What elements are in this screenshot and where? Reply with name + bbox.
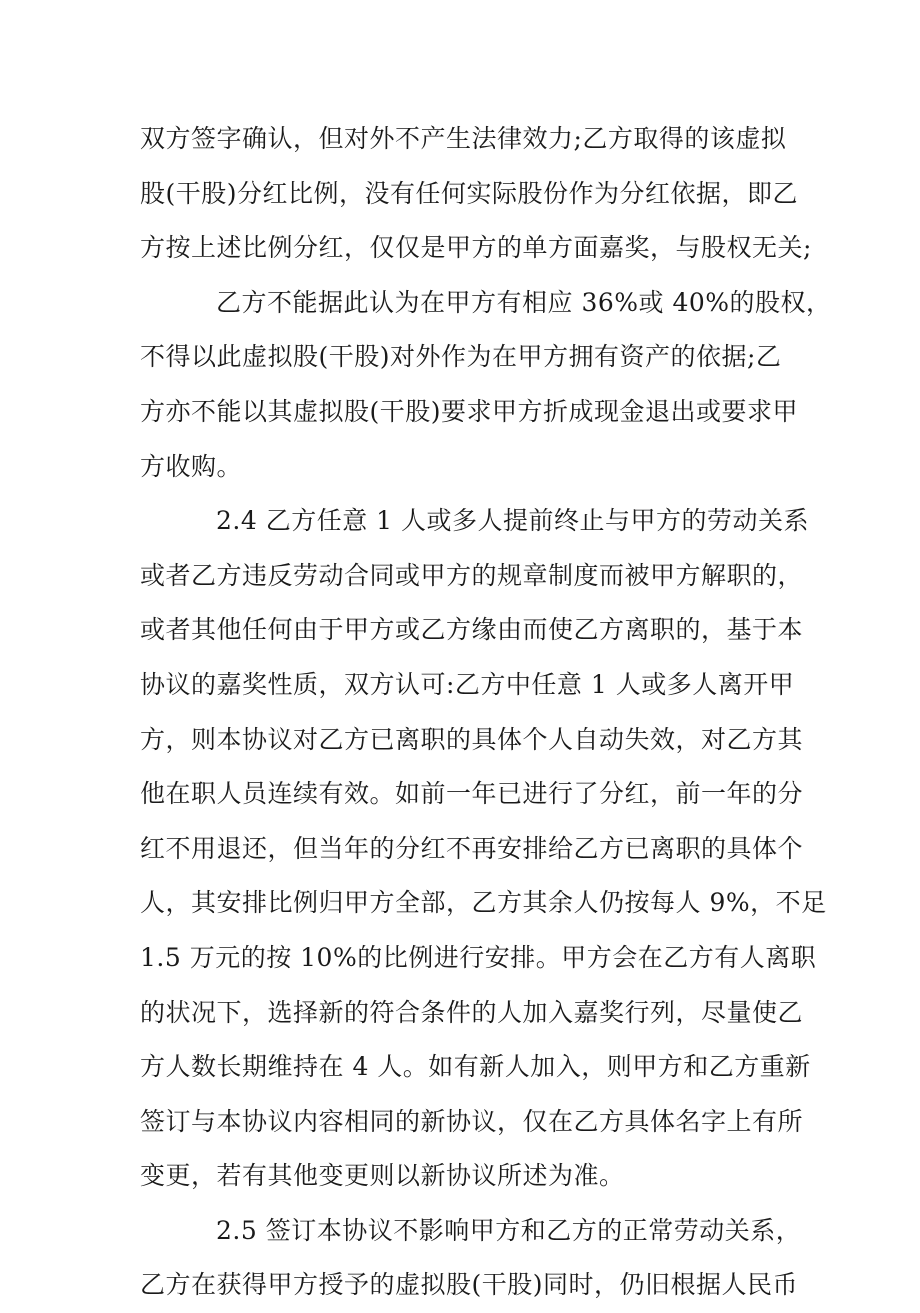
text-line: 2.5 签订本协议不影响甲方和乙方的正常劳动关系， bbox=[216, 1215, 802, 1245]
text-line: 他在职人员连续有效。如前一年已进行了分红，前一年的分 bbox=[140, 779, 804, 809]
text-line: 或者其他任何由于甲方或乙方缘由而使乙方离职的，基于本 bbox=[140, 615, 804, 645]
text-line: 协议的嘉奖性质，双方认可:乙方中任意 1 人或多人离开甲 bbox=[140, 669, 795, 699]
text-line: 2.4 乙方任意 1 人或多人提前终止与甲方的劳动关系 bbox=[216, 506, 810, 536]
paragraph-clause-2-4 bbox=[140, 494, 827, 1204]
text-line: 或者乙方违反劳动合同或甲方的规章制度而被甲方解职的， bbox=[140, 560, 804, 590]
text-line: 红不用退还，但当年的分红不再安排给乙方已离职的具体个 bbox=[140, 833, 804, 863]
text-line: 乙方不能据此认为在甲方有相应 36%或 40%的股权， bbox=[216, 287, 832, 317]
text-line: 方，则本协议对乙方已离职的具体个人自动失效，对乙方其 bbox=[140, 724, 804, 754]
paragraph-dividend-basis bbox=[140, 112, 812, 276]
text-line: 的状况下，选择新的符合条件的人加入嘉奖行列，尽量使乙 bbox=[140, 997, 804, 1027]
text-line: 1.5 万元的按 10%的比例进行安排。甲方会在乙方有人离职 bbox=[140, 942, 817, 972]
text-line: 不得以此虚拟股(干股)对外作为在甲方拥有资产的依据;乙 bbox=[140, 342, 782, 372]
text-line: 股(干股)分红比例，没有任何实际股份作为分红依据，即乙 bbox=[140, 178, 799, 208]
text-line: 方收购。 bbox=[140, 451, 243, 481]
text-line: 乙方在获得甲方授予的虚拟股(干股)同时，仍旧根据人民币 bbox=[140, 1270, 799, 1300]
paragraph-no-equity-claim bbox=[140, 276, 832, 494]
text-line: 变更，若有其他变更则以新协议所述为准。 bbox=[140, 1161, 625, 1191]
text-line: 签订与本协议内容相同的新协议，仅在乙方具体名字上有所 bbox=[140, 1106, 804, 1136]
text-line: 双方签字确认，但对外不产生法律效力;乙方取得的该虚拟 bbox=[140, 124, 787, 153]
text-line: 方人数长期维持在 4 人。如有新人加入，则甲方和乙方重新 bbox=[140, 1052, 811, 1082]
text-line: 方亦不能以其虚拟股(干股)要求甲方折成现金退出或要求甲 bbox=[140, 396, 799, 426]
text-line: 方按上述比例分红，仅仅是甲方的单方面嘉奖，与股权无关; bbox=[140, 233, 812, 263]
text-line: 人，其安排比例归甲方全部，乙方其余人仍按每人 9%，不足 bbox=[140, 888, 827, 918]
paragraph-clause-2-5 bbox=[140, 1204, 802, 1313]
document-body bbox=[140, 112, 832, 1313]
